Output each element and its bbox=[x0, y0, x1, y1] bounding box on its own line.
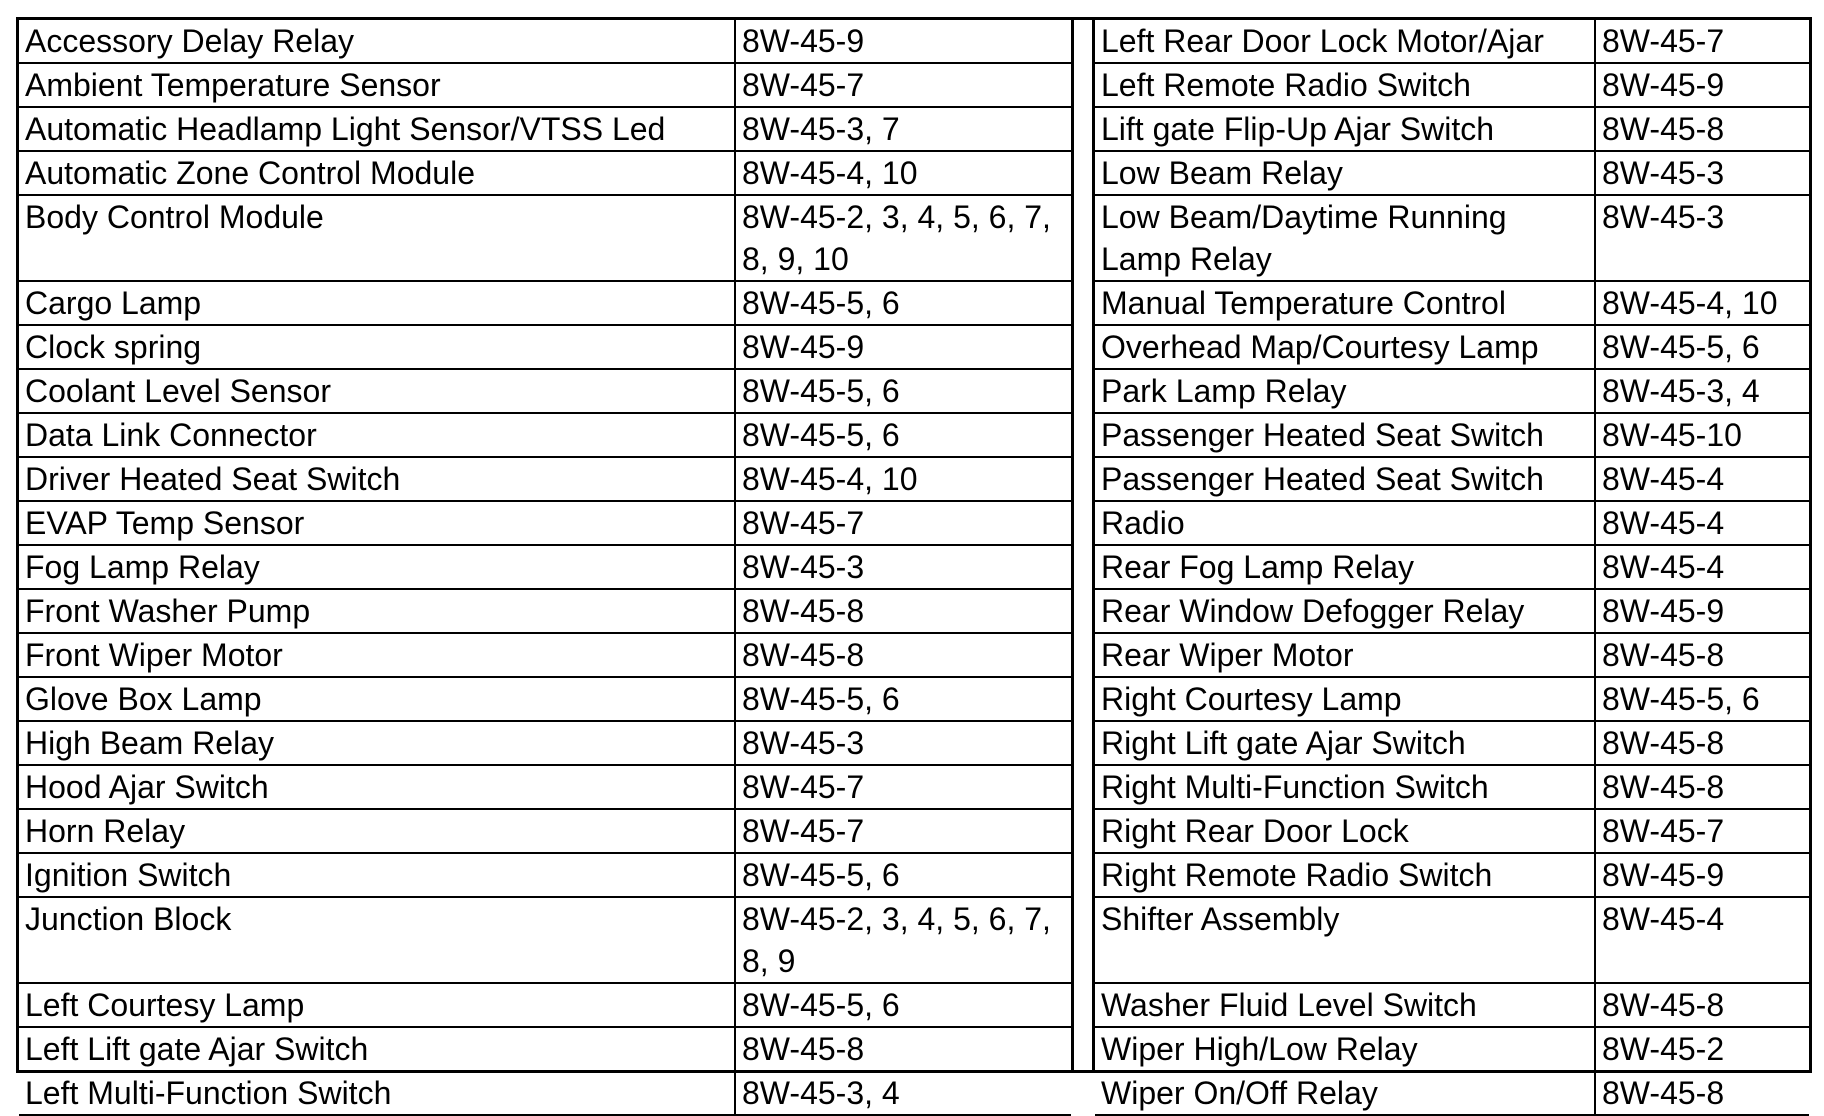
page-reference-cell: 8W-45-4 bbox=[1595, 457, 1809, 501]
component-name-cell: Driver Heated Seat Switch bbox=[19, 457, 735, 501]
table-row bbox=[1095, 765, 1809, 809]
table-row bbox=[1095, 20, 1809, 63]
component-name-cell: High Beam Relay bbox=[19, 721, 735, 765]
page-reference-cell: 8W-45-5, 6 bbox=[735, 369, 1071, 413]
component-name-cell: Fog Lamp Relay bbox=[19, 545, 735, 589]
component-name-cell: Front Washer Pump bbox=[19, 589, 735, 633]
page-reference-cell: 8W-45-7 bbox=[735, 809, 1071, 853]
table-row bbox=[1095, 107, 1809, 151]
table-row bbox=[1095, 677, 1809, 721]
table-row bbox=[1095, 809, 1809, 853]
component-name-cell: Automatic Headlamp Light Sensor/VTSS Led bbox=[19, 107, 735, 151]
page-reference-cell: 8W-45-9 bbox=[1595, 853, 1809, 897]
left-column bbox=[19, 20, 1071, 1111]
page-reference-cell: 8W-45-8 bbox=[1595, 107, 1809, 151]
component-name-cell: Right Rear Door Lock bbox=[1095, 809, 1595, 853]
table-row bbox=[19, 325, 1071, 369]
page-reference-cell: 8W-45-3 bbox=[735, 545, 1071, 589]
page-reference-cell: 8W-45-7 bbox=[735, 765, 1071, 809]
component-name-cell: Ambient Temperature Sensor bbox=[19, 63, 735, 107]
page-reference-cell: 8W-45-8 bbox=[1595, 765, 1809, 809]
page-reference-cell: 8W-45-3, 7 bbox=[735, 107, 1071, 151]
table-row bbox=[19, 809, 1071, 853]
page-reference-cell: 8W-45-7 bbox=[735, 501, 1071, 545]
table-row bbox=[1095, 413, 1809, 457]
page-reference-cell: 8W-45-8 bbox=[1595, 983, 1809, 1027]
page-reference-cell: 8W-45-7 bbox=[1595, 809, 1809, 853]
page-reference-cell: 8W-45-7 bbox=[1595, 20, 1809, 63]
component-name-cell: Horn Relay bbox=[19, 809, 735, 853]
right-table bbox=[1095, 20, 1809, 1116]
component-name-cell: Park Lamp Relay bbox=[1095, 369, 1595, 413]
table-row bbox=[1095, 983, 1809, 1027]
table-row bbox=[1095, 1071, 1809, 1115]
component-name-cell: EVAP Temp Sensor bbox=[19, 501, 735, 545]
component-name-cell: Passenger Heated Seat Switch bbox=[1095, 457, 1595, 501]
component-name-cell: Rear Fog Lamp Relay bbox=[1095, 545, 1595, 589]
component-name-cell: Radio bbox=[1095, 501, 1595, 545]
table-row bbox=[19, 151, 1071, 195]
table-row bbox=[19, 983, 1071, 1027]
page-reference-cell: 8W-45-2 bbox=[1595, 1027, 1809, 1071]
table-row bbox=[1095, 633, 1809, 677]
table-row bbox=[19, 281, 1071, 325]
page-reference-cell: 8W-45-4 bbox=[1595, 501, 1809, 545]
component-name-cell: Washer Fluid Level Switch bbox=[1095, 983, 1595, 1027]
component-name-cell: Right Lift gate Ajar Switch bbox=[1095, 721, 1595, 765]
page-reference-cell: 8W-45-3, 4 bbox=[1595, 369, 1809, 413]
table-row bbox=[1095, 457, 1809, 501]
page-reference-cell: 8W-45-8 bbox=[1595, 633, 1809, 677]
page-reference-cell: 8W-45-3 bbox=[1595, 195, 1809, 281]
page-reference-cell: 8W-45-2, 3, 4, 5, 6, 7, 8, 9, 10 bbox=[735, 195, 1071, 281]
component-name-cell: Shifter Assembly bbox=[1095, 897, 1595, 983]
column-divider bbox=[1071, 20, 1095, 1070]
table-row bbox=[19, 369, 1071, 413]
component-name-cell: Automatic Zone Control Module bbox=[19, 151, 735, 195]
table-row bbox=[19, 765, 1071, 809]
component-name-cell: Glove Box Lamp bbox=[19, 677, 735, 721]
page-reference-cell: 8W-45-9 bbox=[735, 20, 1071, 63]
component-name-cell: Left Multi-Function Switch bbox=[19, 1071, 735, 1115]
component-name-cell: Clock spring bbox=[19, 325, 735, 369]
component-name-cell: Right Courtesy Lamp bbox=[1095, 677, 1595, 721]
table-row bbox=[1095, 281, 1809, 325]
component-name-cell: Low Beam Relay bbox=[1095, 151, 1595, 195]
table-row bbox=[19, 721, 1071, 765]
page-reference-cell: 8W-45-4, 10 bbox=[735, 151, 1071, 195]
component-name-cell: Passenger Heated Seat Switch bbox=[1095, 413, 1595, 457]
table-row bbox=[19, 589, 1071, 633]
component-name-cell: Rear Wiper Motor bbox=[1095, 633, 1595, 677]
component-name-cell: Data Link Connector bbox=[19, 413, 735, 457]
component-name-cell: Coolant Level Sensor bbox=[19, 369, 735, 413]
page-reference-cell: 8W-45-8 bbox=[1595, 721, 1809, 765]
table-row bbox=[1095, 369, 1809, 413]
page-reference-cell: 8W-45-3, 4 bbox=[735, 1071, 1071, 1115]
component-name-cell: Right Multi-Function Switch bbox=[1095, 765, 1595, 809]
table-row bbox=[1095, 589, 1809, 633]
component-name-cell: Cargo Lamp bbox=[19, 281, 735, 325]
page-reference-cell: 8W-45-9 bbox=[1595, 589, 1809, 633]
component-name-cell: Left Courtesy Lamp bbox=[19, 983, 735, 1027]
page-reference-cell: 8W-45-8 bbox=[735, 1027, 1071, 1071]
page-reference-cell: 8W-45-7 bbox=[735, 63, 1071, 107]
page-reference-cell: 8W-45-8 bbox=[1595, 1071, 1809, 1115]
component-name-cell: Junction Block bbox=[19, 897, 735, 983]
page-reference-cell: 8W-45-5, 6 bbox=[735, 413, 1071, 457]
component-name-cell: Hood Ajar Switch bbox=[19, 765, 735, 809]
table-row bbox=[19, 457, 1071, 501]
page-reference-cell: 8W-45-4, 10 bbox=[735, 457, 1071, 501]
component-name-cell: Low Beam/Daytime Running Lamp Relay bbox=[1095, 195, 1595, 281]
component-name-cell: Front Wiper Motor bbox=[19, 633, 735, 677]
left-table bbox=[19, 20, 1071, 1116]
component-name-cell: Left Rear Door Lock Motor/Ajar bbox=[1095, 20, 1595, 63]
table-row bbox=[19, 20, 1071, 63]
component-name-cell: Rear Window Defogger Relay bbox=[1095, 589, 1595, 633]
page-reference-cell: 8W-45-5, 6 bbox=[1595, 677, 1809, 721]
component-name-cell: Ignition Switch bbox=[19, 853, 735, 897]
component-name-cell: Overhead Map/Courtesy Lamp bbox=[1095, 325, 1595, 369]
page-reference-cell: 8W-45-4 bbox=[1595, 545, 1809, 589]
component-name-cell: Right Remote Radio Switch bbox=[1095, 853, 1595, 897]
table-row bbox=[1095, 721, 1809, 765]
table-row bbox=[19, 501, 1071, 545]
table-row bbox=[1095, 63, 1809, 107]
component-name-cell: Left Lift gate Ajar Switch bbox=[19, 1027, 735, 1071]
page-reference-cell: 8W-45-9 bbox=[735, 325, 1071, 369]
page-reference-cell: 8W-45-5, 6 bbox=[735, 281, 1071, 325]
table-row bbox=[1095, 501, 1809, 545]
table-row bbox=[1095, 545, 1809, 589]
table-row bbox=[19, 633, 1071, 677]
page-reference-cell: 8W-45-5, 6 bbox=[735, 853, 1071, 897]
table-row bbox=[19, 63, 1071, 107]
table-row bbox=[1095, 151, 1809, 195]
table-row bbox=[19, 897, 1071, 983]
page-reference-cell: 8W-45-4 bbox=[1595, 897, 1809, 983]
page-reference-cell: 8W-45-5, 6 bbox=[1595, 325, 1809, 369]
table-row bbox=[19, 1027, 1071, 1071]
table-row bbox=[1095, 853, 1809, 897]
table-row bbox=[19, 853, 1071, 897]
page-reference-cell: 8W-45-5, 6 bbox=[735, 983, 1071, 1027]
table-row bbox=[1095, 1027, 1809, 1071]
page-reference-cell: 8W-45-2, 3, 4, 5, 6, 7, 8, 9 bbox=[735, 897, 1071, 983]
component-name-cell: Accessory Delay Relay bbox=[19, 20, 735, 63]
page-reference-cell: 8W-45-9 bbox=[1595, 63, 1809, 107]
table-row bbox=[19, 107, 1071, 151]
component-name-cell: Lift gate Flip-Up Ajar Switch bbox=[1095, 107, 1595, 151]
table-row bbox=[1095, 897, 1809, 983]
page-reference-cell: 8W-45-3 bbox=[735, 721, 1071, 765]
page-reference-cell: 8W-45-3 bbox=[1595, 151, 1809, 195]
table-row bbox=[19, 545, 1071, 589]
component-name-cell: Wiper On/Off Relay bbox=[1095, 1071, 1595, 1115]
page-reference-cell: 8W-45-10 bbox=[1595, 413, 1809, 457]
table-row bbox=[19, 1071, 1071, 1115]
table-row bbox=[19, 413, 1071, 457]
component-name-cell: Body Control Module bbox=[19, 195, 735, 281]
page-reference-cell: 8W-45-8 bbox=[735, 633, 1071, 677]
component-name-cell: Manual Temperature Control bbox=[1095, 281, 1595, 325]
table-row bbox=[1095, 195, 1809, 281]
component-name-cell: Left Remote Radio Switch bbox=[1095, 63, 1595, 107]
table-row bbox=[1095, 325, 1809, 369]
component-name-cell: Wiper High/Low Relay bbox=[1095, 1027, 1595, 1071]
page-reference-cell: 8W-45-4, 10 bbox=[1595, 281, 1809, 325]
table-row bbox=[19, 195, 1071, 281]
right-column bbox=[1095, 20, 1809, 1111]
component-index-table bbox=[16, 17, 1812, 1111]
page-reference-cell: 8W-45-8 bbox=[735, 589, 1071, 633]
table-row bbox=[19, 677, 1071, 721]
page-reference-cell: 8W-45-5, 6 bbox=[735, 677, 1071, 721]
